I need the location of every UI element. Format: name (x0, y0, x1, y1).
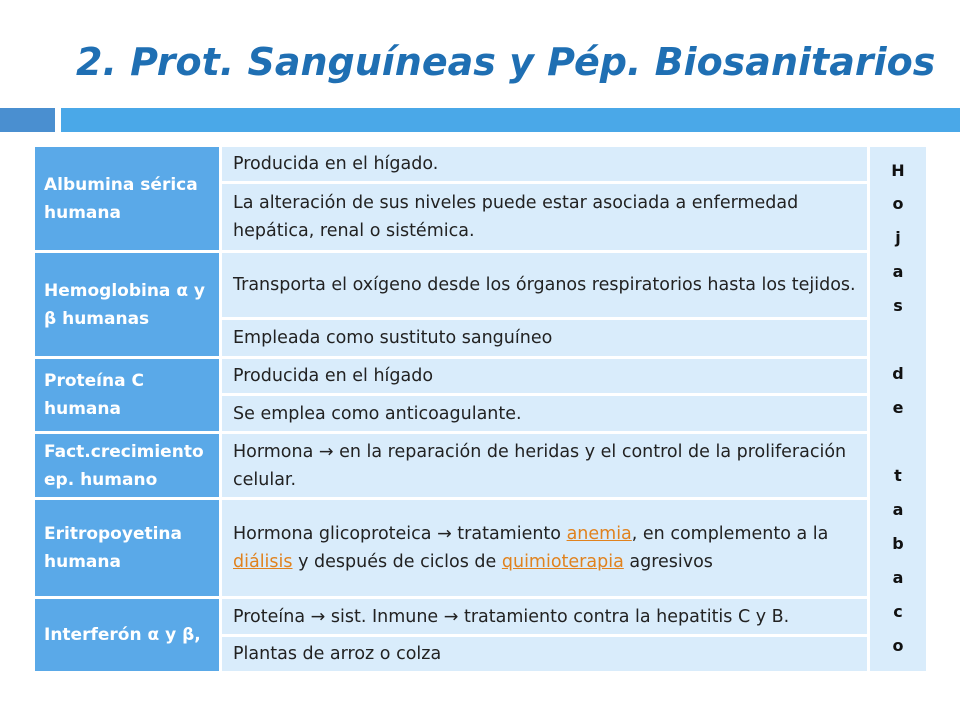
side-letter: s (893, 296, 903, 315)
cell-interferon-2: Plantas de arroz o colza (222, 637, 867, 671)
side-letter: a (892, 500, 904, 519)
cell-interferon-1: Proteína → sist. Inmune → tratamiento contra la hepatitis C y B. (222, 599, 867, 634)
row-head-eritropoyetina: Eritropoyetina humana (35, 500, 219, 596)
link-anemia[interactable]: anemia (566, 524, 632, 544)
side-letter: d (892, 364, 904, 383)
cell-eritropoyetina-1: Hormona glicoproteica → tratamiento anemia, en complemento a la diálisis y después de ciclos de quimioterapia agresivos (222, 500, 867, 596)
cell-proteina-c-2: Se emplea como anticoagulante. (222, 396, 867, 431)
link-quimioterapia[interactable]: quimioterapia (501, 552, 624, 572)
row-head-fact-crecimiento: Fact.crecimiento ep. humano (35, 434, 219, 497)
row-head-hemoglobina: Hemoglobina α y β humanas (35, 253, 219, 356)
side-letter: o (892, 636, 904, 655)
side-letter: t (894, 466, 902, 485)
cell-albumina-1: Producida en el hígado. (222, 147, 867, 181)
side-letter: c (893, 602, 903, 621)
side-letter: e (892, 398, 904, 417)
cell-hemoglobina-1: Transporta el oxígeno desde los órganos respiratorios hasta los tejidos. (222, 253, 867, 317)
row-head-albumina: Albumina sérica humana (35, 147, 219, 250)
side-letter: a (892, 568, 904, 587)
cell-proteina-c-1: Producida en el hígado (222, 359, 867, 393)
side-letter: b (892, 534, 904, 553)
row-head-interferon: Interferón α y β, (35, 599, 219, 671)
side-letter: a (892, 262, 904, 281)
side-letter: j (895, 228, 901, 247)
link-dialisis[interactable]: diálisis (233, 552, 293, 572)
cell-hemoglobina-2: Empleada como sustituto sanguíneo (222, 320, 867, 356)
side-letter: o (892, 194, 904, 213)
cell-albumina-2: La alteración de sus niveles puede estar asociada a enfermedad hepática, renal o sistémica. (222, 184, 867, 250)
title-underline-left (0, 108, 55, 132)
side-letter: H (891, 161, 905, 180)
page-title: 2. Prot. Sanguíneas y Pép. Biosanitarios (76, 40, 936, 84)
title-underline-right (61, 108, 960, 132)
cell-fact-crecimiento-1: Hormona → en la reparación de heridas y el control de la proliferación celular. (222, 434, 867, 497)
row-head-proteina-c: Proteína C humana (35, 359, 219, 431)
side-column-hojas-de-tabaco (870, 147, 926, 671)
